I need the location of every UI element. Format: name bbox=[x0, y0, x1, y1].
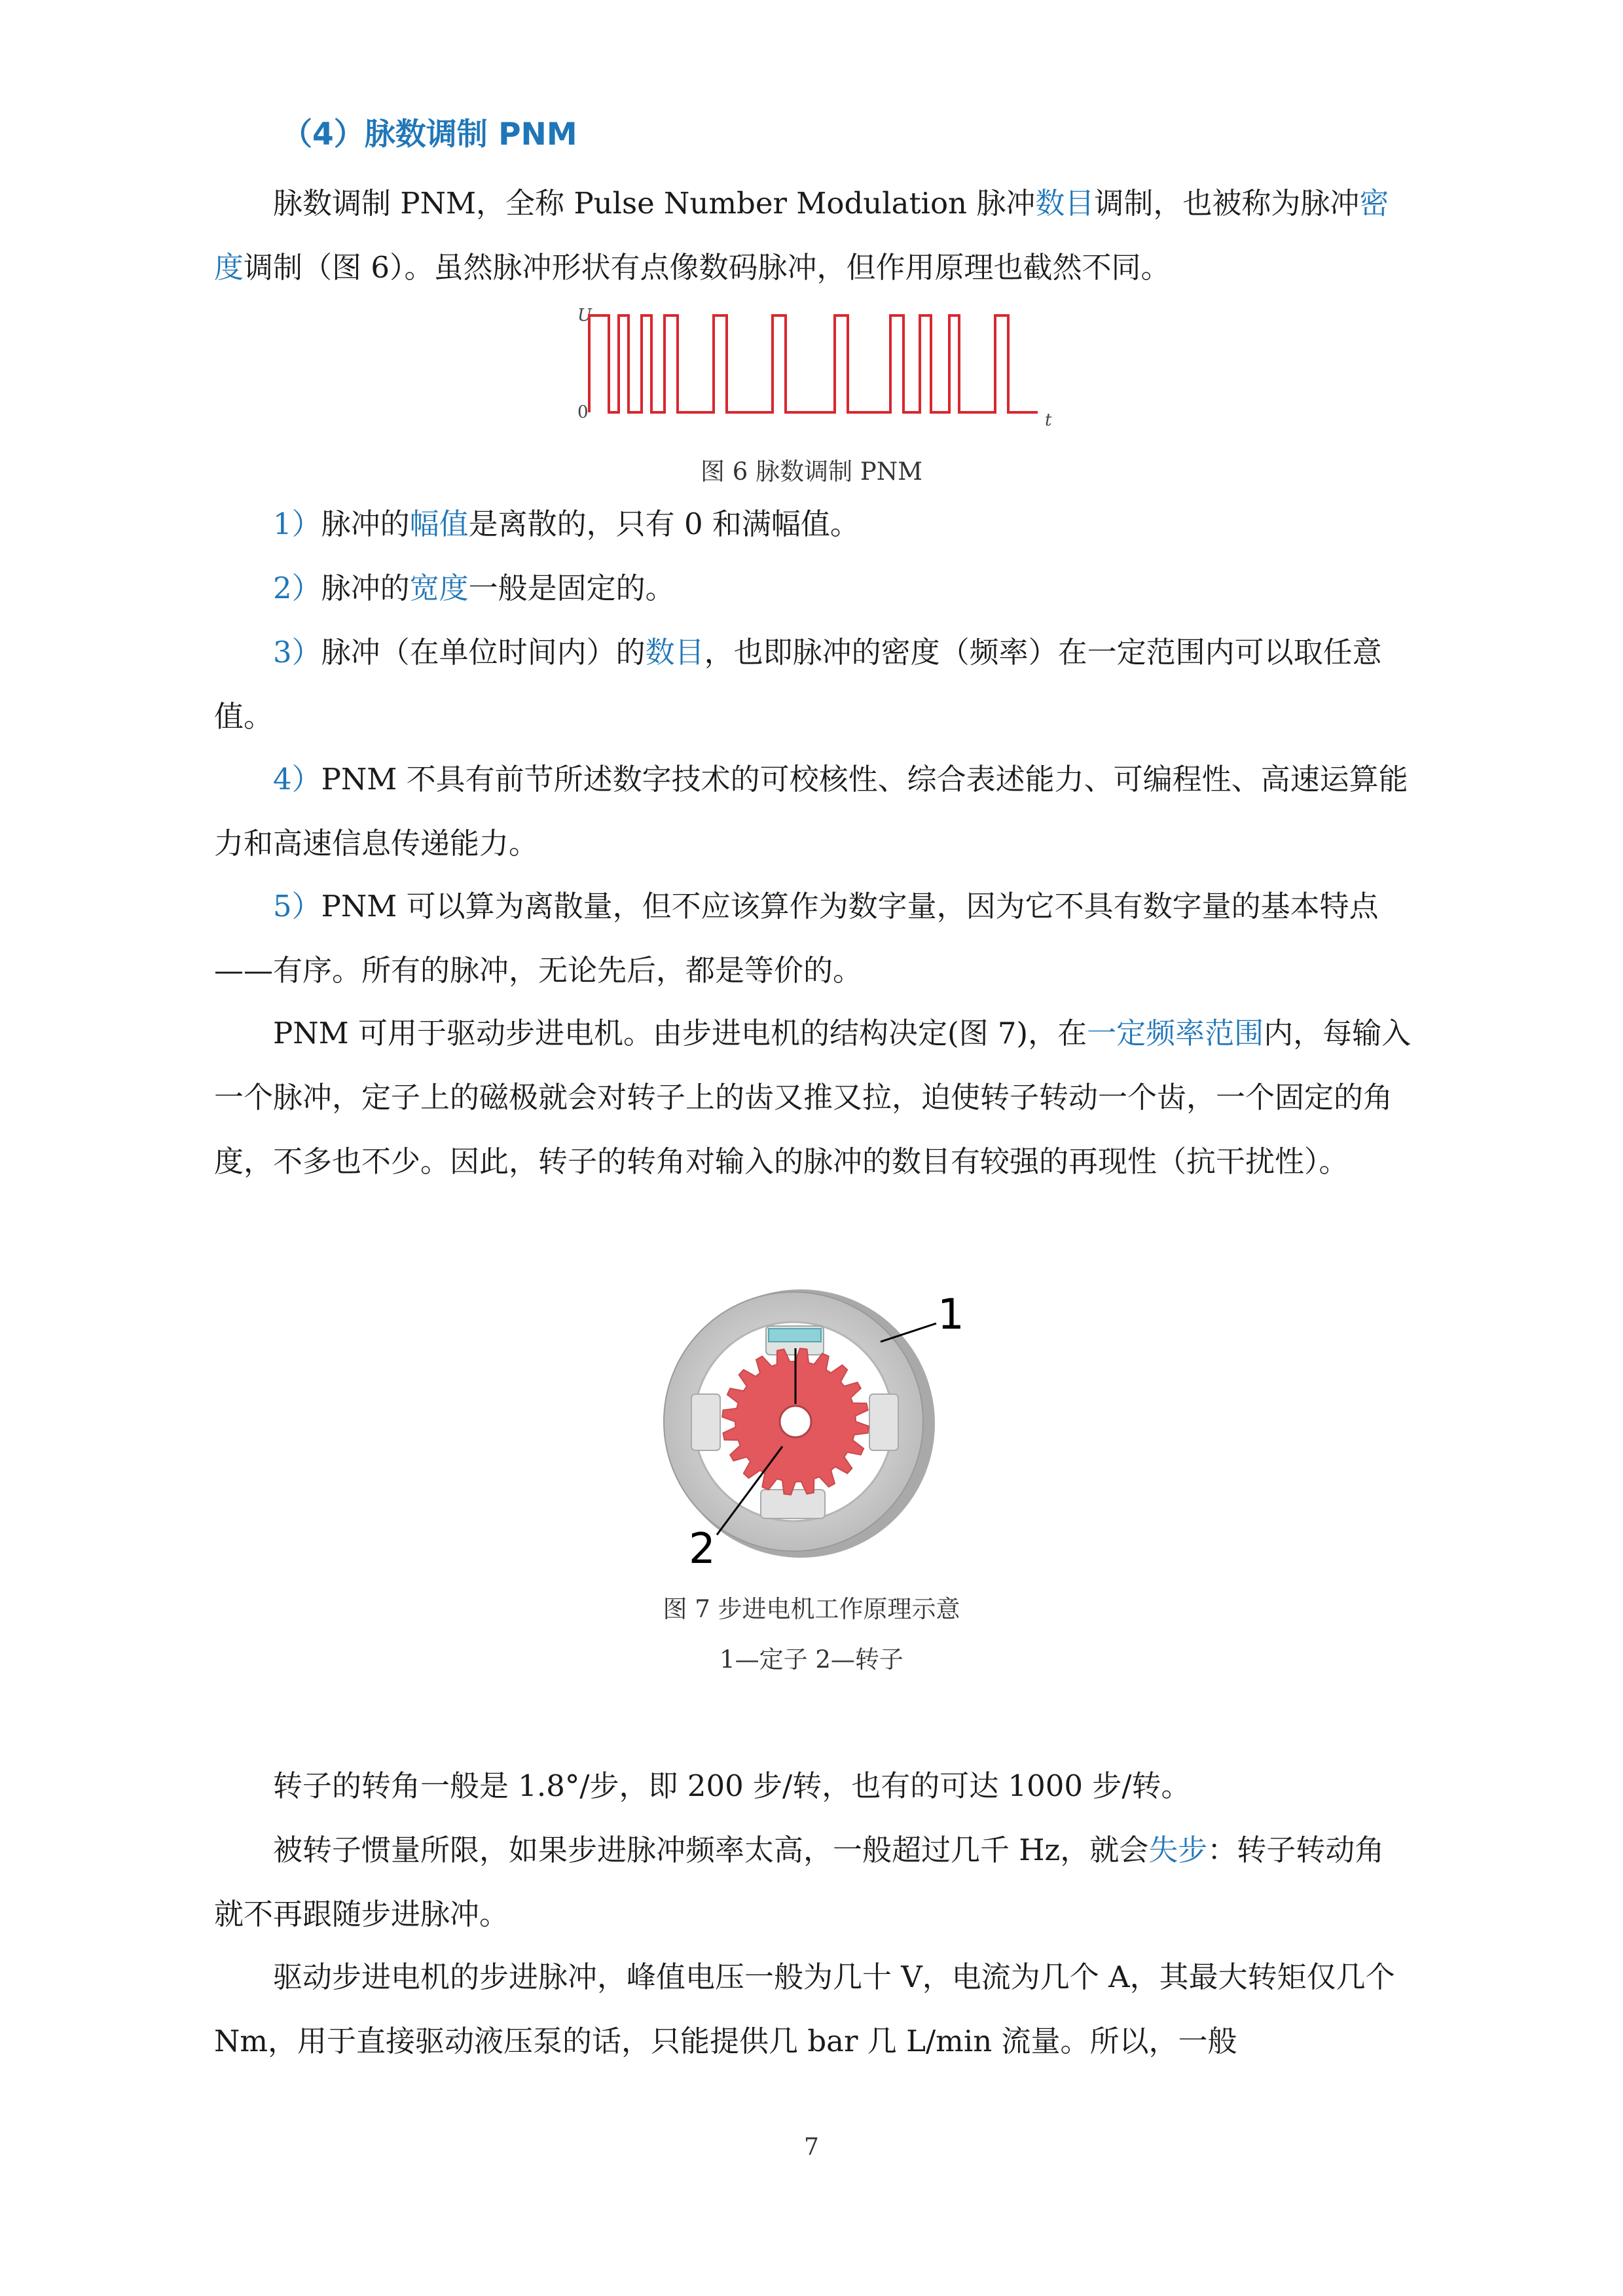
label-1: 1 bbox=[938, 1291, 964, 1339]
rotor-angle-paragraph: 转子的转角一般是 1.8°/步，即 200 步/转，也有的可达 1000 步/转。 bbox=[273, 1768, 1191, 1803]
figure7-legend: 1—定子 2—转子 bbox=[720, 1645, 903, 1674]
waveform-t-label: t bbox=[1045, 410, 1052, 430]
step-loss-highlight: 失步 bbox=[1148, 1833, 1208, 1867]
intro-highlight-density: 密度 bbox=[214, 186, 1389, 285]
section-heading: （4）脉数调制 PNM bbox=[282, 117, 577, 152]
stepper-paragraph: PNM 可用于驱动步进电机。由步进电机的结构决定(图 7)，在一定频率范围内，每输入一个脉冲，定子上的磁极就会对转子上的齿又推又拉，迫使转子转动一个齿，一个固定的角度，不多也不少。因此，转子的转角对输入的脉冲的数目有较强的再现性（抗干扰性）。 bbox=[214, 1016, 1412, 1179]
stepper-motor-figure bbox=[648, 1283, 976, 1571]
label-2: 2 bbox=[689, 1525, 716, 1571]
intro-text-3: 调制（图 6）。虽然脉冲形状有点像数码脉冲，但作用原理也截然不同。 bbox=[244, 250, 1171, 285]
intro-text-2: 调制，也被称为脉冲 bbox=[1094, 186, 1360, 221]
intro-text-1: 脉数调制 PNM，全称 Pulse Number Modulation 脉冲 bbox=[273, 186, 1036, 221]
waveform-u-label: U bbox=[577, 306, 592, 325]
list-item-3: 3）脉冲（在单位时间内）的数目，也即脉冲的密度（频率）在一定范围内可以取任意值。 bbox=[214, 635, 1382, 734]
figure6-caption: 图 6 脉数调制 PNM bbox=[701, 457, 922, 486]
pulse-train-line bbox=[589, 315, 1038, 412]
stepper-highlight: 一定频率范围 bbox=[1087, 1016, 1264, 1050]
list-item-2: 2）脉冲的宽度一般是固定的。 bbox=[273, 571, 675, 605]
pnm-waveform-figure bbox=[570, 301, 1067, 439]
drive-pulse-paragraph: 驱动步进电机的步进脉冲，峰值电压一般为几十 V，电流为几个 A，其最大转矩仅几个 Nm，用于直接驱动液压泵的话，只能提供几 bar 几 L/min 流量。所以，一般 bbox=[214, 1960, 1395, 2058]
waveform-zero-label: 0 bbox=[577, 403, 589, 422]
rotor-hub bbox=[780, 1406, 811, 1437]
intro-paragraph bbox=[214, 171, 1412, 300]
step-loss-paragraph: 被转子惯量所限，如果步进脉冲频率太高，一般超过几千 Hz，就会失步：转子转动角就不再跟随步进脉冲。 bbox=[214, 1833, 1385, 1931]
list-item-5: 5）PNM 可以算为离散量，但不应该算作为数字量，因为它不具有数字量的基本特点——有序。所有的脉冲，无论先后，都是等价的。 bbox=[214, 889, 1379, 988]
page-number: 7 bbox=[804, 2134, 819, 2161]
figure7-caption: 图 7 步进电机工作原理示意 bbox=[663, 1595, 960, 1623]
list-item-1: 1）脉冲的幅值是离散的，只有 0 和满幅值。 bbox=[273, 507, 860, 541]
list-item-4: 4）PNM 不具有前节所述数字技术的可校核性、综合表述能力、可编程性、高速运算能力和高速信息传递能力。 bbox=[214, 762, 1408, 861]
intro-highlight-number: 数目 bbox=[1035, 186, 1095, 221]
